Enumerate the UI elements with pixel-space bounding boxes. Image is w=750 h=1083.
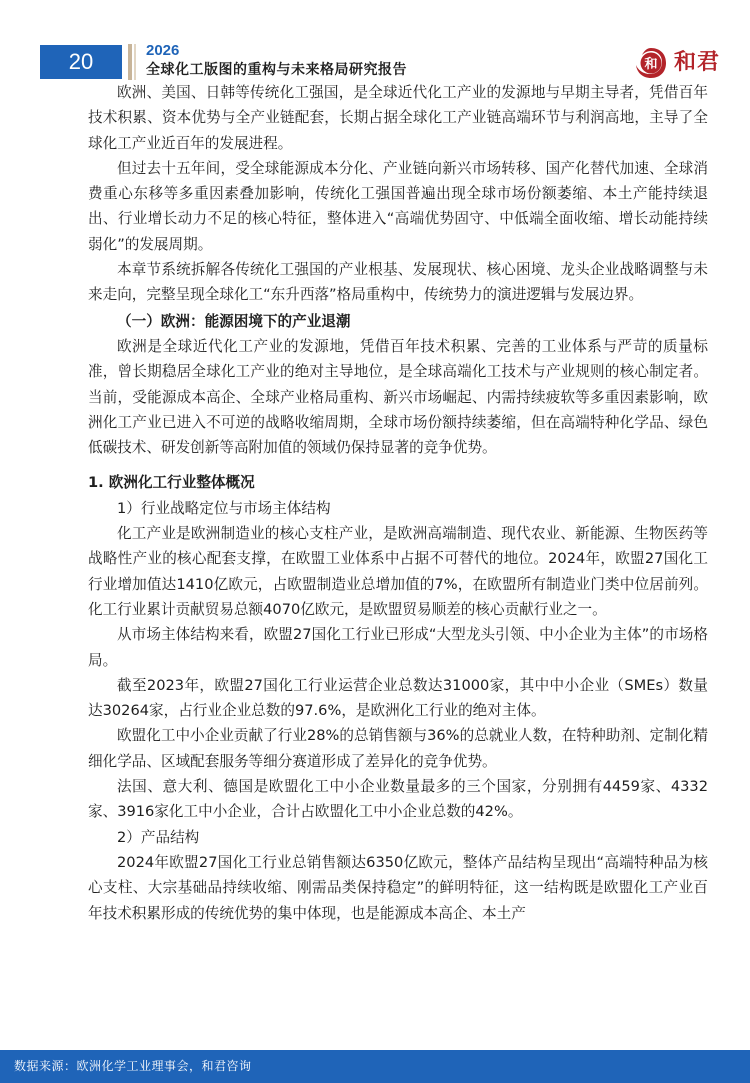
footer-bar [0, 1050, 750, 1083]
paragraph: 2024年欧盟27国化工行业总销售额达6350亿欧元，整体产品结构呈现出“高端特种品为核心支柱、大宗基础品持续收缩、刚需品类保持稳定”的鲜明特征，这一结构既是欧盟化工产业百年技术积累形成的传统优势的集中体现，也是能源成本高企、本土产 [88, 853, 708, 922]
list-item-heading: 1）行业战略定位与市场主体结构 [117, 499, 331, 517]
header-divider [128, 44, 132, 80]
report-year: 2026 [146, 42, 180, 59]
logo-text: 和君 [674, 50, 721, 75]
paragraph: 截至2023年，欧盟27国化工行业运营企业总数达31000家，其中中小企业（SMEs）数量达30264家，占行业企业总数的97.6%，是欧洲化工行业的绝对主体。 [88, 676, 708, 720]
paragraph: 欧盟化工中小企业贡献了行业28%的总销售额与36%的总就业人数，在特种助剂、定制化精细化学品、区域配套服务等细分赛道形成了差异化的竞争优势。 [88, 727, 708, 770]
list-item-heading: 2）产品结构 [117, 828, 200, 846]
data-source-note: 数据来源：欧洲化学工业理事会，和君咨询 [14, 1059, 252, 1073]
paragraph: 欧洲、美国、日韩等传统化工强国，是全球近代化工产业的发源地与早期主导者，凭借百年技术积累、资本优势与全产业链配套，长期占据全球化工产业链高端环节与利润高地，主导了全球化工产业近百年的发展进程。 [88, 84, 708, 152]
logo-seal-char: 和 [644, 57, 658, 72]
paragraph: 但过去十五年间，受全球能源成本分化、产业链向新兴市场转移、国产化替代加速、全球消费重心东移等多重因素叠加影响，传统化工强国普遍出现全球市场份额萎缩、本土产能持续退出、行业增长动力不足的核心特征，整体进入“高端优势固守、中低端全面收缩、增长动能持续弱化”的发展周期。 [88, 159, 708, 253]
report-title: 全球化工版图的重构与未来格局研究报告 [146, 62, 407, 78]
logo [634, 46, 724, 80]
report-body [88, 80, 708, 926]
paragraph: 本章节系统拆解各传统化工强国的产业根基、发展现状、核心困境、龙头企业战略调整与未来走向，完整呈现全球化工“东升西落”格局重构中，传统势力的演进逻辑与发展边界。 [88, 261, 708, 304]
paragraph: 从市场主体结构来看，欧盟27国化工行业已形成“大型龙头引领、中小企业为主体”的市场格局。 [88, 626, 708, 669]
logo-seal-icon [634, 46, 668, 80]
paragraph: 法国、意大利、德国是欧盟化工中小企业数量最多的三个国家，分别拥有4459家、4332家、3916家化工中小企业，合计占欧盟化工中小企业总数的42%。 [88, 778, 708, 821]
paragraph: 欧洲是全球近代化工产业的发源地，凭借百年技术积累、完善的工业体系与严苛的质量标准，曾长期稳居全球化工产业的绝对主导地位，是全球高端化工技术与产业规则的核心制定者。当前，受能源成本高企、全球产业格局重构、新兴市场崛起、内需持续疲软等多重因素影响，欧洲化工产业已进入不可逆的战略收缩周期，全球市场份额持续萎缩，但在高端特种化学品、绿色低碳技术、研发创新等高附加值的领域仍保持显著的竞争优势。 [88, 337, 708, 457]
header-divider-thin [134, 44, 136, 80]
page-number: 20 [40, 45, 122, 79]
paragraph: 化工产业是欧洲制造业的核心支柱产业，是欧洲高端制造、现代农业、新能源、生物医药等战略性产业的核心配套支撑，在欧盟工业体系中占据不可替代的地位。2024年，欧盟27国化工行业增加值达1410亿欧元，占欧盟制造业总增加值的7%，在欧盟所有制造业门类中位居前列。化工行业累计贡献贸易总额4070亿欧元，是欧盟贸易顺差的核心贡献行业之一。 [88, 525, 708, 618]
section-heading: （一）欧洲：能源困境下的产业退潮 [117, 312, 351, 330]
subsection-heading: 1. 欧洲化工行业整体概况 [88, 474, 255, 492]
